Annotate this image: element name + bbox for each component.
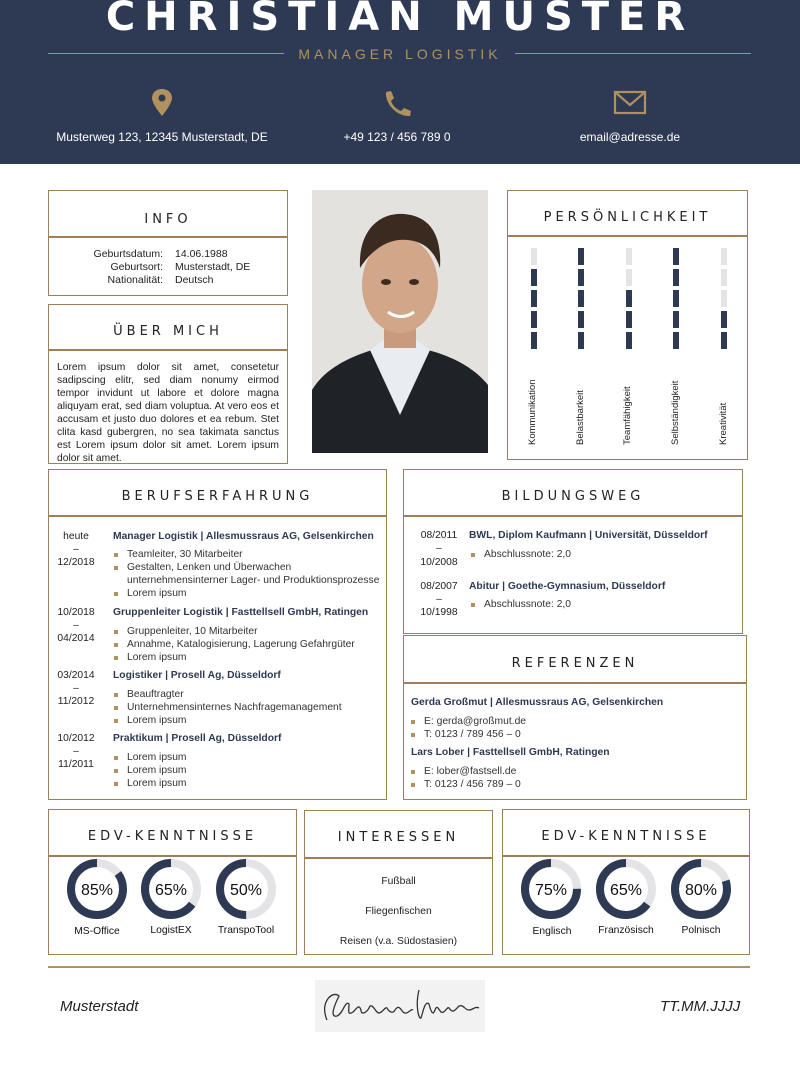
donut-percent-label: 80% xyxy=(684,882,718,899)
donut-percent-label: 50% xyxy=(229,882,263,899)
experience-separator xyxy=(49,515,386,517)
date-to: 12/2018 xyxy=(57,557,95,568)
trait-label: Belastbarkeit xyxy=(575,390,586,445)
trait-bar-segment-empty xyxy=(721,269,727,286)
list-item: Lorem ipsum xyxy=(114,652,187,663)
list-item: Beauftragter xyxy=(114,689,184,700)
footer-place: Musterstadt xyxy=(60,998,139,1015)
trait-bar-segment-filled xyxy=(673,290,679,307)
job-entry-title: Gruppenleiter Logistik | Fasttellsell GmbH, Ratingen xyxy=(113,607,369,618)
trait-label: Kreativität xyxy=(718,402,729,445)
personality-separator xyxy=(508,235,747,237)
list-item: Lorem ipsum xyxy=(114,778,187,789)
list-item: Annahme, Katalogisierung, Lagerung Gefahrgüter xyxy=(114,639,355,650)
info-key: Nationalität: xyxy=(107,274,163,286)
donut-percent-label: 75% xyxy=(534,882,568,899)
skill-donut xyxy=(519,857,583,921)
trait-bar-segment-filled xyxy=(578,290,584,307)
skill-donut xyxy=(214,857,278,921)
list-item: Teamleiter, 30 Mitarbeiter xyxy=(114,549,243,560)
trait-bar-segment-empty xyxy=(721,290,727,307)
date-to: 04/2014 xyxy=(57,633,95,644)
references-title: REFERENZEN xyxy=(511,656,639,671)
date-from: 03/2014 xyxy=(57,670,95,681)
date-to: 10/2008 xyxy=(420,557,458,568)
trait-bar-segment-empty xyxy=(531,248,537,265)
trait-bar-segment-filled xyxy=(626,290,632,307)
list-item: Lorem ipsum xyxy=(114,752,187,763)
list-item-continuation: unternehmensinterner Lager- und Produktionsprozesse xyxy=(127,575,380,586)
list-item: Gruppenleiter, 10 Mitarbeiter xyxy=(114,626,258,637)
education-separator xyxy=(404,515,742,517)
info-section xyxy=(48,190,288,296)
trait-bar-segment-filled xyxy=(578,332,584,349)
list-item: Lorem ipsum xyxy=(114,588,187,599)
reference-phone: T: 0123 / 789 456 – 0 xyxy=(411,729,521,740)
date-from: 10/2018 xyxy=(57,607,95,618)
trait-bar-segment-filled xyxy=(531,332,537,349)
info-value: Deutsch xyxy=(175,274,214,286)
email-text[interactable]: email@adresse.de xyxy=(579,130,681,144)
envelope-icon xyxy=(610,88,650,118)
header xyxy=(0,0,800,164)
info-key: Geburtsort: xyxy=(110,261,163,273)
job-entry-title: Manager Logistik | Allesmussraus AG, Gelsenkirchen xyxy=(113,531,374,542)
trait-bar-segment-empty xyxy=(721,248,727,265)
date-dash: – xyxy=(73,746,79,757)
location-pin-icon xyxy=(142,88,182,118)
trait-bar-segment-filled xyxy=(531,311,537,328)
references-separator xyxy=(404,682,746,684)
date-to: 10/1998 xyxy=(420,607,458,618)
list-item: Lorem ipsum xyxy=(114,765,187,776)
date-from: 08/2011 xyxy=(420,530,458,541)
list-item: Gestalten, Lenken und Überwachen xyxy=(114,562,291,573)
trait-bar-segment-empty xyxy=(626,248,632,265)
info-key: Geburtsdatum: xyxy=(93,248,163,260)
reference-email: E: lober@fastsell.de xyxy=(411,766,516,777)
date-from: heute xyxy=(63,531,89,542)
date-from: 10/2012 xyxy=(57,733,95,744)
list-item: Abschlussnote: 2,0 xyxy=(471,599,571,610)
interests-section xyxy=(304,810,493,955)
language-skills-title: EDV-KENNTNISSE xyxy=(541,829,711,844)
interests-title: INTERESSEN xyxy=(337,830,460,845)
info-title: INFO xyxy=(144,212,192,227)
address-text: Musterweg 123, 12345 Musterstadt, DE xyxy=(56,130,268,144)
donut-percent-label: 65% xyxy=(609,882,643,899)
education-entry-title: BWL, Diplom Kaufmann | Universität, Düsseldorf xyxy=(469,530,708,541)
list-item: Lorem ipsum xyxy=(114,715,187,726)
trait-bar-segment-filled xyxy=(673,269,679,286)
phone-icon xyxy=(376,88,416,118)
trait-bar-segment-empty xyxy=(626,269,632,286)
donut-percent-label: 65% xyxy=(154,882,188,899)
footer-date: TT.MM.JJJJ xyxy=(660,998,741,1015)
job-entry-title: Praktikum | Prosell Ag, Düsseldorf xyxy=(113,733,282,744)
trait-bar-segment-filled xyxy=(673,311,679,328)
skill-label: LogistEX xyxy=(150,925,192,936)
personality-title: PERSÖNLICHKEIT xyxy=(543,210,712,225)
skill-label: Englisch xyxy=(532,926,572,937)
trait-label: Selbständigkeit xyxy=(670,380,681,445)
skill-donut xyxy=(65,857,129,921)
about-title: ÜBER MICH xyxy=(113,324,223,339)
list-item: Abschlussnote: 2,0 xyxy=(471,549,571,560)
info-value: 14.06.1988 xyxy=(175,248,228,260)
skill-label: MS-Office xyxy=(74,926,120,937)
signature xyxy=(315,980,485,1032)
it-skills-title: EDV-KENNTNISSE xyxy=(87,829,258,844)
person-name: CHRISTIAN MUSTER xyxy=(105,0,695,40)
profile-photo xyxy=(312,190,488,453)
interest-item: Reisen (v.a. Südostasien) xyxy=(339,936,458,947)
reference-name: Lars Lober | Fasttellsell GmbH, Ratingen xyxy=(411,747,610,758)
skill-label: TranspoTool xyxy=(217,925,275,936)
trait-bar-segment-filled xyxy=(721,311,727,328)
phone-text: +49 123 / 456 789 0 xyxy=(343,130,451,144)
interest-item: Fliegenfischen xyxy=(365,906,432,917)
education-title: BILDUNGSWEG xyxy=(501,489,645,504)
trait-bar-segment-filled xyxy=(626,311,632,328)
about-text: Lorem ipsum dolor sit amet, consetetur sadipscing elitr, sed diam nonumy eirmod tempor invidunt ut labore et dolore magna aliquyam erat, sed diam voluptua. At vero eos et accusam et justo duo dolores et ea rebum. Stet clita kasd gubergren, no sea takimata sanctus est Lorem ipsum dolor sit amet. Lorem ipsum dolor sit amet. xyxy=(57,362,279,464)
trait-label: Kommunikation xyxy=(527,379,538,445)
trait-bar-segment-filled xyxy=(578,311,584,328)
reference-email: E: gerda@großmut.de xyxy=(411,716,526,727)
skill-donut xyxy=(669,857,733,921)
interests-separator xyxy=(305,857,492,859)
date-from: 08/2007 xyxy=(420,581,458,592)
about-section xyxy=(48,304,288,464)
trait-bar-segment-filled xyxy=(578,269,584,286)
job-entry-title: Logistiker | Prosell Ag, Düsseldorf xyxy=(113,670,281,681)
footer-divider xyxy=(48,966,750,968)
donut-percent-label: 85% xyxy=(80,882,114,899)
date-to: 11/2011 xyxy=(58,759,94,770)
trait-bar-segment-filled xyxy=(673,332,679,349)
skill-label: Polnisch xyxy=(681,925,721,936)
trait-label: Teamfähigkeit xyxy=(622,386,633,445)
skill-donut xyxy=(139,857,203,921)
trait-bar-segment-filled xyxy=(673,248,679,265)
date-dash: – xyxy=(73,544,79,555)
date-dash: – xyxy=(73,620,79,631)
list-item: Unternehmensinternes Nachfragemanagement xyxy=(114,702,342,713)
date-dash: – xyxy=(73,683,79,694)
skill-donut xyxy=(594,857,658,921)
date-dash: – xyxy=(436,594,442,605)
reference-phone: T: 0123 / 456 789 – 0 xyxy=(411,779,521,790)
education-entry-title: Abitur | Goethe-Gymnasium, Düsseldorf xyxy=(469,581,666,592)
about-separator xyxy=(49,349,287,351)
trait-bar-segment-filled xyxy=(578,248,584,265)
experience-title: BERUFSERFAHRUNG xyxy=(121,489,314,504)
interest-item: Fußball xyxy=(381,876,416,887)
date-to: 11/2012 xyxy=(57,696,95,707)
info-separator xyxy=(49,236,287,238)
trait-bar-segment-filled xyxy=(721,332,727,349)
trait-bar-segment-filled xyxy=(531,269,537,286)
trait-bar-segment-filled xyxy=(626,332,632,349)
job-title: MANAGER LOGISTIK xyxy=(298,46,502,62)
info-value: Musterstadt, DE xyxy=(175,261,251,273)
reference-name: Gerda Großmut | Allesmussraus AG, Gelsenkirchen xyxy=(411,697,664,708)
date-dash: – xyxy=(436,543,442,554)
skill-label: Französisch xyxy=(598,925,654,936)
trait-bar-segment-filled xyxy=(531,290,537,307)
